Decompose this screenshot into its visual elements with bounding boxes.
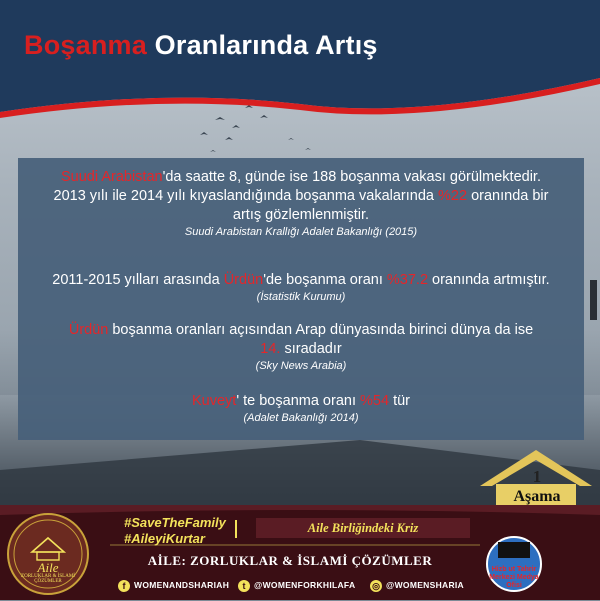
paragraph-saudi: [30, 168, 572, 239]
hizb-logo-text: [488, 566, 540, 590]
kuwait-text-1: ' te boşanma oranı: [236, 393, 361, 409]
hizb-line2: Merkezi Medya Ofisi: [489, 574, 539, 589]
hashtag-save-family[interactable]: #SaveTheFamily: [124, 515, 226, 530]
title-accent: Boşanma: [24, 30, 147, 60]
stage-label: Aşama: [513, 488, 561, 505]
kuwait-line: [30, 392, 572, 411]
hizb-flag-icon: [498, 542, 530, 558]
jordan-text-2: 'de boşanma oranı: [263, 272, 387, 288]
percent-saudi: %22: [438, 188, 468, 204]
source-kuwait: (Adalet Bakanlığı 2014): [243, 412, 359, 424]
crisis-title: Aile Birliğindeki Kriz: [256, 518, 470, 538]
jordan-rank-line2: [30, 340, 572, 359]
instagram-handle[interactable]: @WOMENSHARIA: [386, 580, 464, 590]
paragraph-jordan-rank: [30, 321, 572, 373]
facebook-handle[interactable]: WOMENANDSHARIAH: [134, 580, 230, 590]
aile-logo-title: Aile: [37, 560, 59, 575]
source-saudi: Suudi Arabistan Krallığı Adalet Bakanlığı (2015): [184, 226, 418, 238]
title-rest: Oranlarında Artış: [146, 30, 378, 60]
campaign-title: AİLE: ZORLUKLAR & İSLAMİ ÇÖZÜMLER: [147, 553, 433, 568]
facebook-icon[interactable]: f: [118, 580, 130, 592]
jordan-rank-text-1: boşanma oranları açısından Arap dünyasında birinci dünya da ise: [108, 322, 534, 338]
page-title: [24, 30, 378, 61]
percent-jordan: %37.2: [386, 272, 429, 288]
twitter-icon[interactable]: t: [238, 580, 250, 592]
country-jordan: Ürdün: [223, 272, 264, 288]
kuwait-text-2: tür: [389, 393, 410, 409]
jordan-rank-text-2: sıradadır: [280, 341, 342, 357]
aile-logo-subtitle: ZORLUKLAR & İSLAMİ ÇÖZÜMLER: [21, 574, 75, 584]
footer-band: [0, 505, 600, 515]
country-kuwait: Kuveyt: [191, 393, 237, 409]
twitter-handle[interactable]: @WOMENFORKHILAFA: [254, 580, 356, 590]
paragraph-kuwait: [30, 392, 572, 425]
paragraph-saudi-line1: [30, 168, 572, 187]
instagram-icon[interactable]: ◎: [370, 580, 382, 592]
country-saudi: Suudi Arabistan: [61, 169, 163, 185]
percent-kuwait: %54: [360, 393, 390, 409]
stage-number: 1: [532, 467, 542, 486]
content-panel: [18, 158, 584, 440]
jordan-text-1: 2011-2015 yılları arasında: [52, 272, 224, 288]
jordan-text-3: oranında artmıştır.: [428, 272, 550, 288]
hashtag-aileyi-kurtar[interactable]: #AileyiKurtar: [124, 531, 205, 546]
saudi-text-1: 'da saatte 8, günde ise 188 boşanma vakası görülmektedir.: [162, 169, 541, 185]
paragraph-saudi-line2: [30, 187, 572, 206]
paragraph-jordan-rate: [30, 271, 572, 304]
saudi-text-2: 2013 yılı ile 2014 yılı kıyaslandığında boşanma vakalarında: [53, 188, 439, 204]
jordan-rate-line: [30, 271, 572, 290]
figure-silhouette: [590, 280, 597, 320]
source-sky-news: (Sky News Arabia): [255, 360, 347, 372]
hizb-line1: Hizb ut Tahrir: [491, 566, 537, 573]
source-jordan-rate: (İstatistik Kurumu): [256, 291, 346, 303]
country-jordan-2: Ürdün: [68, 322, 109, 338]
jordan-rank-line1: [30, 321, 572, 340]
rank-number: 14.: [260, 341, 281, 357]
saudi-text-4: artış gözlemlenmiştir.: [232, 207, 370, 223]
saudi-text-3: oranında bir: [467, 188, 549, 204]
